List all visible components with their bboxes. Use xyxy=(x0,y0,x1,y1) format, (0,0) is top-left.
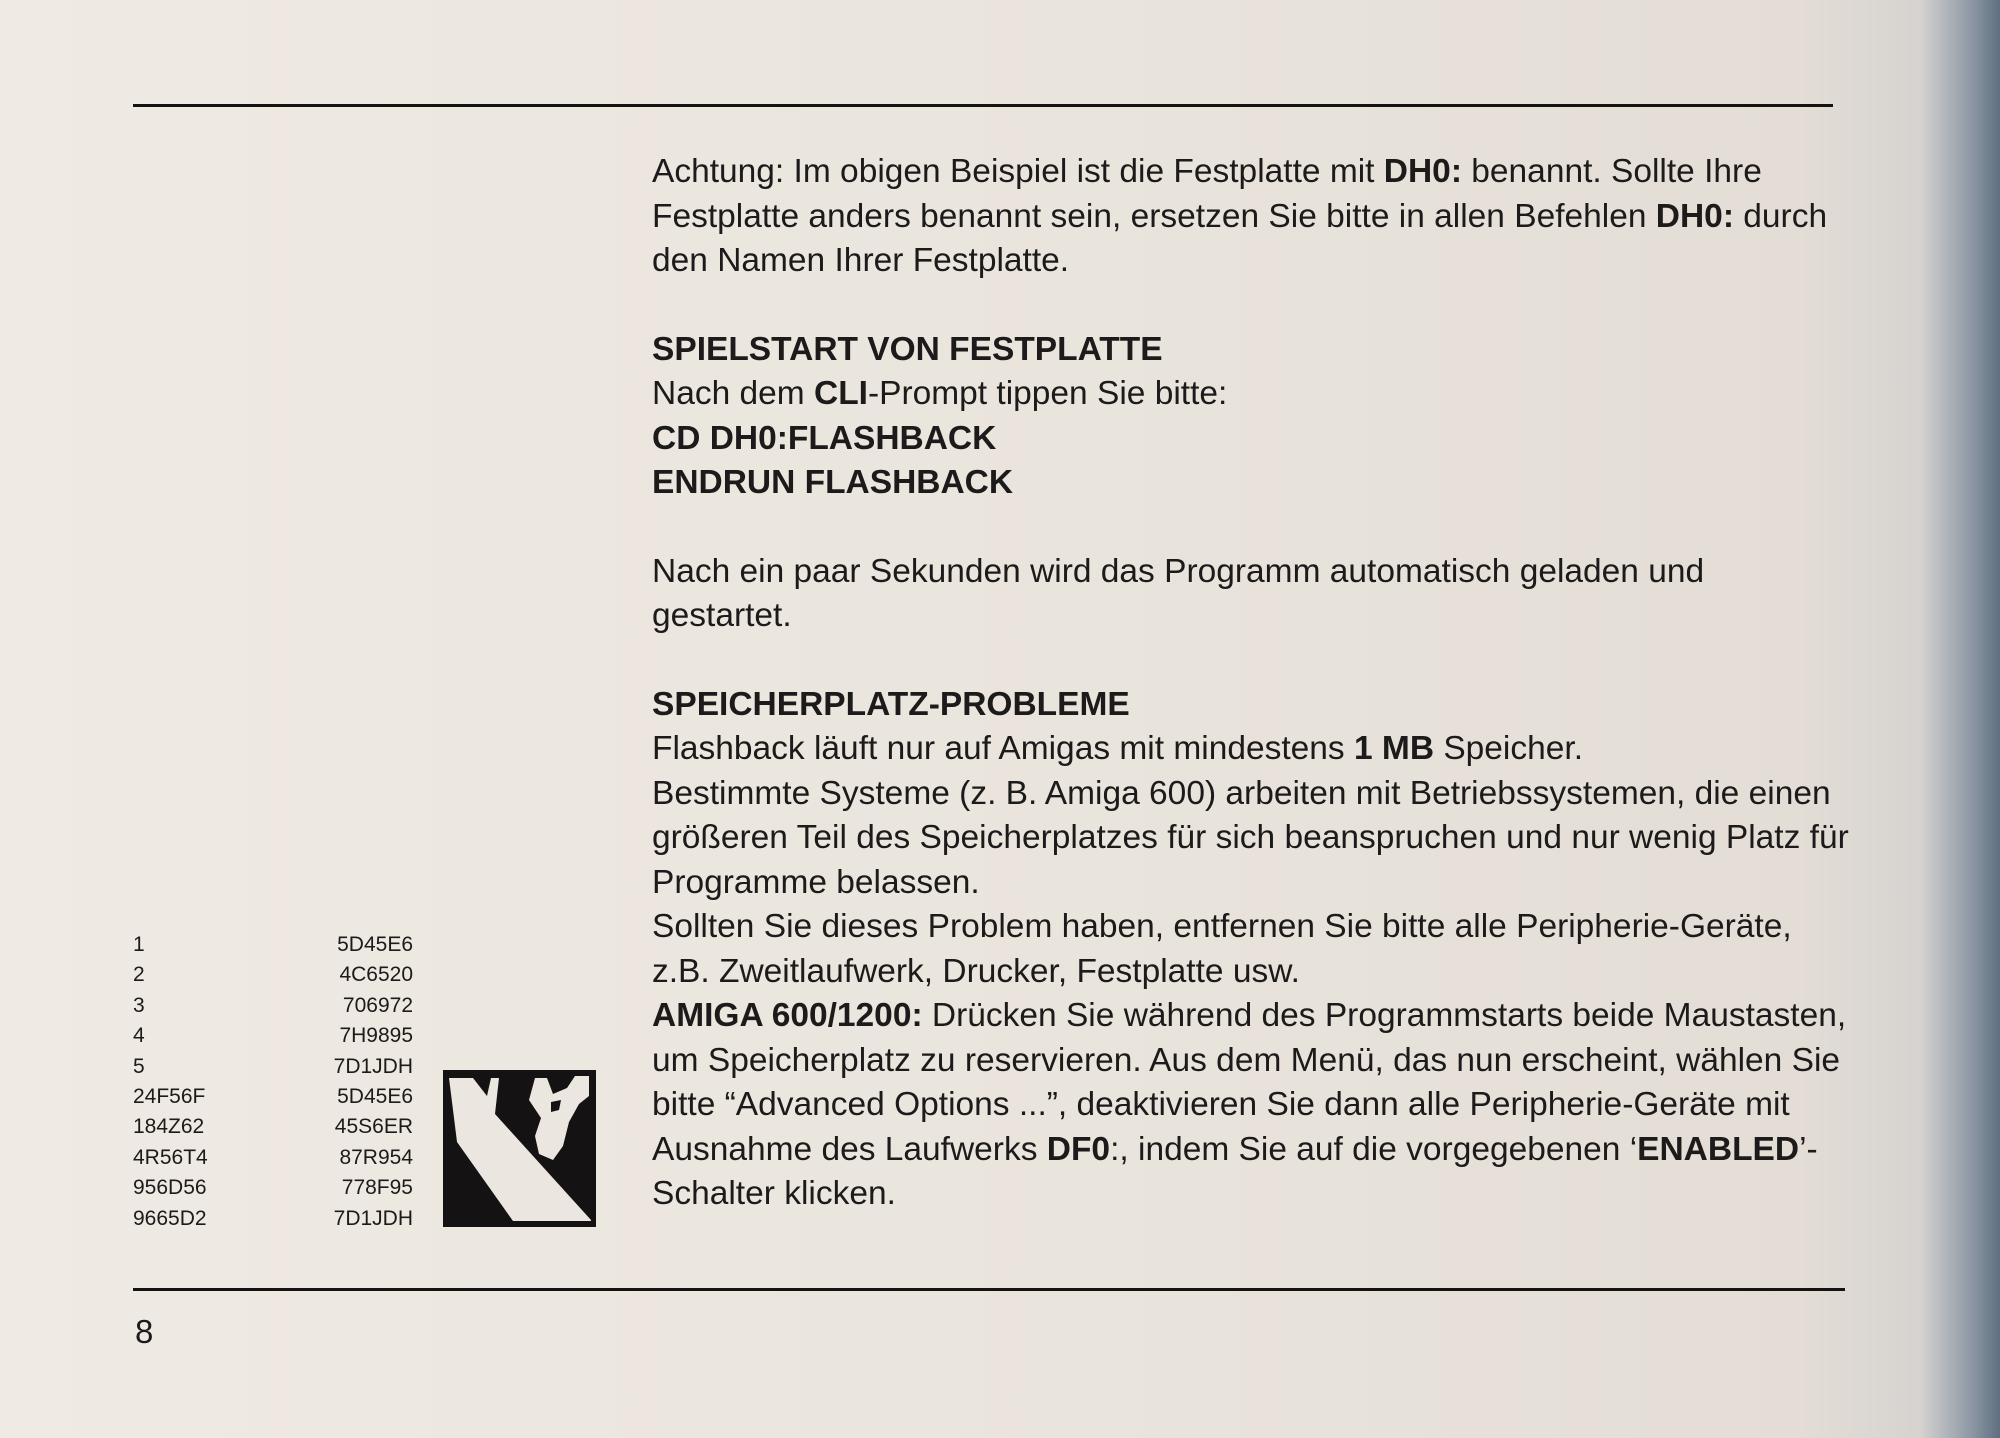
command-line-2: ENDRUN FLASHBACK xyxy=(652,464,1014,501)
code-key: 24F56F xyxy=(133,1084,206,1108)
code-row xyxy=(133,991,413,1021)
amiga-600-paragraph: AMIGA 600/1200: Drücken Sie während des Programmstarts beide Maustasten, um Speicherplatz zu reservieren. Aus dem Menü, das nun erscheint, wählen Sie bitte “Advanced Options ...”, deaktivieren Sie dann alle Peripherie-Geräte mit Ausnahme des Laufwerks DF0:, indem Sie auf die vorgegebenen ‘ENABLED’-Schalter klicken. xyxy=(652,997,1847,1212)
code-key: 1 xyxy=(133,933,145,956)
code-row xyxy=(133,1082,413,1112)
code-key: 956D56 xyxy=(133,1176,207,1200)
code-value: 45S6ER xyxy=(334,1115,413,1139)
code-key: 4 xyxy=(133,1024,145,1048)
load-paragraph: Nach ein paar Sekunden wird das Programm automatisch geladen und gestartet. xyxy=(652,552,1705,634)
systems-paragraph: Bestimmte Systeme (z. B. Amiga 600) arbeiten mit Betriebssystemen, die einen größeren Teil des Speicherplatzes für sich beanspruchen und nur wenig Platz für Programme belassen. xyxy=(652,774,1849,901)
code-row xyxy=(133,930,413,960)
section-heading-speicher: SPEICHERPLATZ-PROBLEME xyxy=(652,685,1130,723)
bottom-rule xyxy=(133,1288,1845,1291)
code-key: 9665D2 xyxy=(133,1206,207,1230)
code-value: 7D1JDH xyxy=(333,1054,413,1078)
code-value: 5D45E6 xyxy=(337,933,413,956)
code-key: 5 xyxy=(133,1054,145,1078)
code-row xyxy=(133,1143,413,1173)
code-key: 3 xyxy=(133,993,145,1017)
cli-instruction: Nach dem CLI-Prompt tippen Sie bitte: xyxy=(652,375,1228,412)
code-value: 778F95 xyxy=(341,1176,413,1200)
code-row xyxy=(133,1021,413,1051)
publisher-logo-icon xyxy=(443,1070,596,1227)
code-row xyxy=(133,960,413,990)
code-key: 4R56T4 xyxy=(133,1145,208,1169)
top-rule xyxy=(133,104,1833,107)
code-value: 706972 xyxy=(342,993,413,1017)
code-value: 5D45E6 xyxy=(337,1084,413,1108)
code-row xyxy=(133,1052,413,1082)
code-value: 4C6520 xyxy=(339,963,413,987)
code-key: 2 xyxy=(133,963,145,987)
memory-requirement: Flashback läuft nur auf Amigas mit mindestens 1 MB Speicher. xyxy=(652,730,1583,767)
peripherals-paragraph: Sollten Sie dieses Problem haben, entfernen Sie bitte alle Peripherie-Geräte, z.B. Zweitlaufwerk, Drucker, Festplatte usw. xyxy=(652,908,1792,990)
section-heading-festplatte: SPIELSTART VON FESTPLATTE xyxy=(652,330,1163,368)
code-row xyxy=(133,1173,413,1203)
code-table xyxy=(133,930,413,1234)
warning-paragraph: Achtung: Im obigen Beispiel ist die Festplatte mit DH0: benannt. Sollte Ihre Festplatte anders benannt sein, ersetzen Sie bitte in allen Befehlen DH0: durch den Namen Ihrer Festplatte. xyxy=(652,153,1828,279)
code-value: 7H9895 xyxy=(339,1024,413,1048)
code-row xyxy=(133,1112,413,1142)
code-row xyxy=(133,1204,413,1234)
code-value: 87R954 xyxy=(339,1145,413,1169)
page-number: 8 xyxy=(135,1313,154,1350)
command-line-1: CD DH0:FLASHBACK xyxy=(652,419,997,457)
main-text-column xyxy=(652,150,1852,1217)
code-value: 7D1JDH xyxy=(333,1206,413,1230)
code-key: 184Z62 xyxy=(133,1115,205,1139)
